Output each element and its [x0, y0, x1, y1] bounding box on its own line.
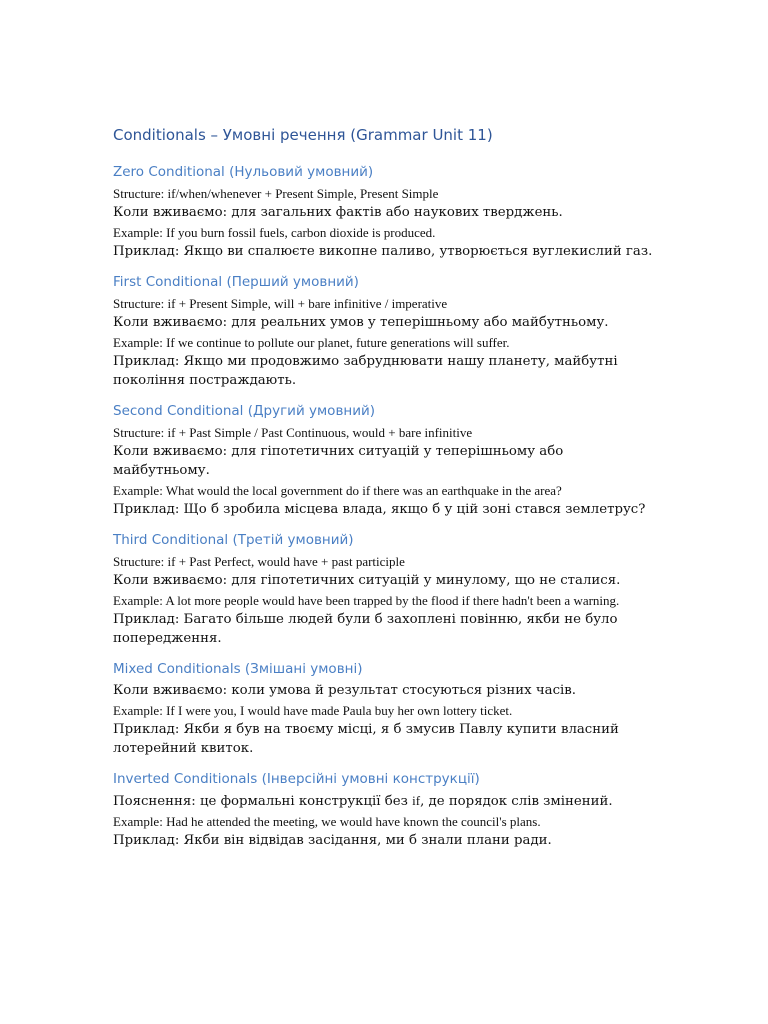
explanation-text-end: , де порядок слів змінений.	[420, 794, 613, 809]
section-heading: Third Conditional (Третій умовний)	[113, 532, 354, 548]
translation-line: Приклад: Якби я був на твоєму місці, я б змусив Павлу купити власний лотерейний квиток.	[113, 722, 619, 756]
translation-line: Приклад: Якщо ми продовжимо забруднювати нашу планету, майбутні покоління постраждають.	[113, 354, 618, 388]
structure-line: Structure: if/when/whenever + Present Simple, Present Simple	[113, 186, 439, 201]
usage-line: Коли вживаємо: для гіпотетичних ситуацій у теперішньому або майбутньому.	[113, 444, 564, 478]
translation-line: Приклад: Якщо ви спалюєте викопне паливо, утворюється вуглекислий газ.	[113, 244, 653, 259]
structure-line: Structure: if + Present Simple, will + bare infinitive / imperative	[113, 296, 448, 311]
example-line: Example: What would the local government do if there was an earthquake in the area?	[113, 483, 562, 498]
usage-line: Коли вживаємо: для гіпотетичних ситуацій у минулому, що не сталися.	[113, 573, 621, 588]
translation-line: Приклад: Якби він відвідав засідання, ми б знали плани ради.	[113, 833, 552, 848]
section-heading: Mixed Conditionals (Змішані умовні)	[113, 661, 363, 677]
structure-line: Structure: if + Past Simple / Past Continuous, would + bare infinitive	[113, 425, 473, 440]
example-line: Example: Had he attended the meeting, we would have known the council's plans.	[113, 814, 541, 829]
translation-line: Приклад: Багато більше людей були б захоплені повінню, якби не було попередження.	[113, 612, 618, 646]
section-inverted-conditionals	[113, 769, 653, 850]
section-zero-conditional	[113, 162, 653, 261]
explanation-line	[113, 791, 653, 811]
section-third-conditional	[113, 530, 653, 648]
example-line: Example: If we continue to pollute our planet, future generations will suffer.	[113, 335, 510, 350]
section-heading: Second Conditional (Другий умовний)	[113, 403, 376, 419]
document-content	[113, 124, 653, 861]
section-heading: Zero Conditional (Нульовий умовний)	[113, 164, 374, 180]
usage-line: Коли вживаємо: для загальних фактів або наукових тверджень.	[113, 205, 563, 220]
usage-line: Коли вживаємо: коли умова й результат стосуються різних часів.	[113, 683, 577, 698]
example-line: Example: A lot more people would have been trapped by the flood if there hadn't been a warning.	[113, 593, 620, 608]
section-heading: First Conditional (Перший умовний)	[113, 274, 359, 290]
section-second-conditional	[113, 401, 653, 519]
structure-line: Structure: if + Past Perfect, would have + past participle	[113, 554, 405, 569]
example-line: Example: If I were you, I would have made Paula buy her own lottery ticket.	[113, 703, 513, 718]
explanation-keyword-if: if	[412, 793, 421, 808]
usage-line: Коли вживаємо: для реальних умов у теперішньому або майбутньому.	[113, 315, 609, 330]
page-title: Conditionals – Умовні речення (Grammar Unit 11)	[113, 126, 493, 144]
section-mixed-conditionals	[113, 659, 653, 758]
section-heading: Inverted Conditionals (Інверсійні умовні конструкції)	[113, 771, 480, 787]
section-first-conditional	[113, 272, 653, 390]
explanation-text-start: Пояснення: це формальні конструкції без	[113, 794, 413, 809]
example-line: Example: If you burn fossil fuels, carbon dioxide is produced.	[113, 225, 436, 240]
translation-line: Приклад: Що б зробила місцева влада, якщо б у цій зоні стався землетрус?	[113, 502, 646, 517]
